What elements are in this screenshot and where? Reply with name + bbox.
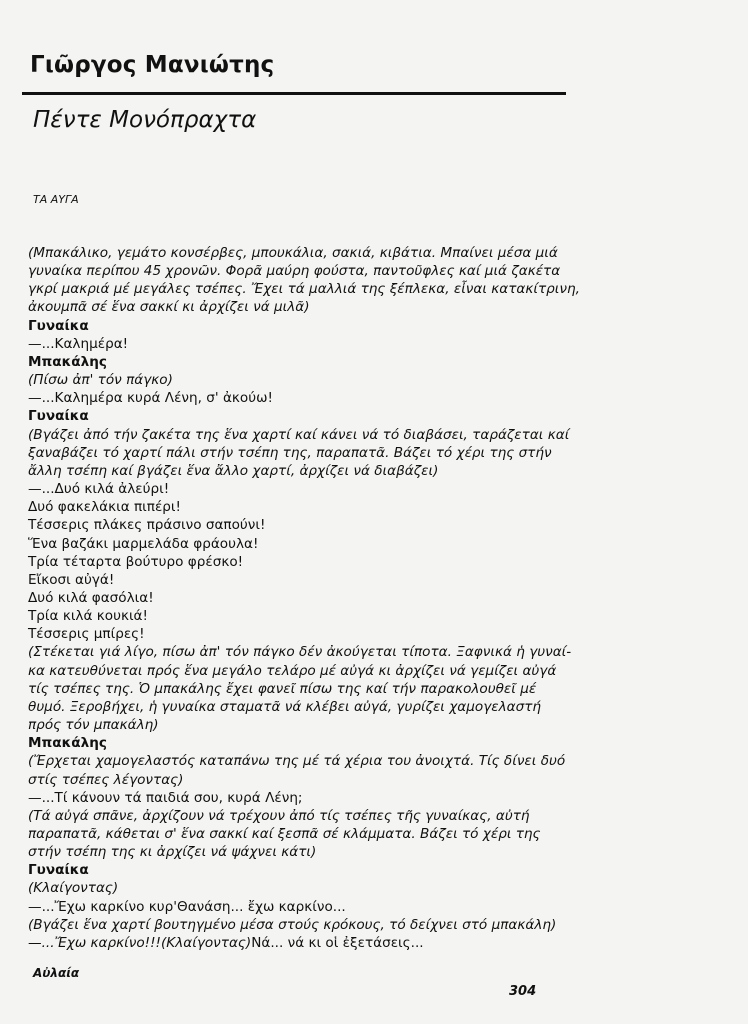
- stage-direction: (Ἔρχεται χαμογελαστός καταπάνω της μέ τά χέρια του ἀνοιχτά. Τίς δίνει δυό: [28, 753, 566, 770]
- stage-direction: (Βγάζει ἀπό τήν ζακέτα της ἕνα χαρτί καί κάνει νά τό διαβάσει, ταράζεται καί: [28, 426, 570, 443]
- dialogue-line: Τρία τέταρτα βούτυρο φρέσκο!: [28, 553, 244, 570]
- stage-direction: ἄλλη τσέπη καί βγάζει ἕνα ἄλλο χαρτί, ἀρχίζει νά διαβάζει): [28, 462, 439, 479]
- stage-direction: (Κλαίγοντας): [28, 880, 119, 897]
- section-title: ΤΑ ΑΥΓΑ: [33, 193, 79, 206]
- dialogue-line: Τρία κιλά κουκιά!: [28, 608, 148, 625]
- author-name: Γιῶργος Μανιώτης: [30, 52, 275, 78]
- stage-direction: πρός τόν μπακάλη): [28, 717, 159, 734]
- dialogue-line: —...Καλημέρα κυρά Λένη, σ' ἀκούω!: [28, 390, 273, 407]
- stage-direction: στίς τσέπες λέγοντας): [28, 771, 184, 788]
- page-number: 304: [509, 984, 537, 999]
- dialogue-line: —...Ἔχω καρκίνο κυρ'Θανάση... ἔχω καρκίνο...: [28, 898, 346, 915]
- stage-direction: (Πίσω ἀπ' τόν πάγκο): [28, 372, 173, 389]
- dialogue-text: Νά... νά κι οἱ ἐξετάσεις...: [251, 934, 424, 951]
- dialogue-line: Ἕνα βαζάκι μαρμελάδα φράουλα!: [28, 535, 259, 552]
- speaker-name: Γυναίκα: [28, 408, 89, 425]
- work-title: Πέντε Μονόπραχτα: [33, 107, 257, 133]
- dialogue-line: —...Τί κάνουν τά παιδιά σου, κυρά Λένη;: [28, 789, 303, 806]
- stage-direction: (Μπακάλικο, γεμάτο κονσέρβες, μπουκάλια, σακιά, κιβάτια. Μπαίνει μέσα μιά: [28, 245, 558, 261]
- speaker-name: Γυναίκα: [28, 317, 89, 334]
- dialogue-italic: —...Ἔχω καρκίνο!!!(Κλαίγοντας): [28, 934, 252, 951]
- dialogue-line: Εἴκοσι αὐγά!: [28, 571, 115, 588]
- dialogue-line: Τέσσερις μπίρες!: [28, 626, 145, 643]
- stage-direction: κα κατευθύνεται πρός ἕνα μεγάλο τελάρο μέ αὐγά κι ἀρχίζει νά γεμίζει αὐγά: [28, 662, 557, 679]
- stage-direction: (Στέκεται γιά λίγο, πίσω ἀπ' τόν πάγκο δέν ἀκούγεται τίποτα. Ξαφνικά ἡ γυναί-: [28, 644, 572, 661]
- speaker-name: Μπακάλης: [28, 735, 107, 752]
- stage-direction: τίς τσέπες της. Ὁ μπακάλης ἔχει φανεῖ πίσω της καί τήν παρακολουθεῖ μέ: [28, 680, 537, 697]
- stage-direction: θυμό. Ξεροβήχει, ἡ γυναίκα σταματᾶ νά κλέβει αὐγά, γυρίζει χαμογελαστή: [28, 698, 542, 715]
- stage-direction: ἀκουμπᾶ σέ ἕνα σακκί κι ἀρχίζει νά μιλᾶ): [28, 299, 310, 316]
- dialogue-line: Δυό φακελάκια πιπέρι!: [28, 499, 181, 516]
- stage-direction: γυναίκα περίπου 45 χρονῶν. Φορᾶ μαύρη φούστα, παντοῦφλες καί μιά ζακέτα: [28, 263, 561, 280]
- dialogue-line: Δυό κιλά φασόλια!: [28, 589, 154, 606]
- speaker-name: Μπακάλης: [28, 353, 107, 370]
- dialogue-line: —...Δυό κιλά ἀλεύρι!: [28, 481, 170, 498]
- title-rule: [22, 92, 566, 95]
- play-text: [28, 244, 618, 952]
- stage-direction: παραπατᾶ, κάθεται σ' ἕνα σακκί καί ξεσπᾶ σέ κλάμματα. Βάζει τό χέρι της: [28, 826, 541, 842]
- stage-direction: (Βγάζει ἕνα χαρτί βουτηγμένο μέσα στούς κρόκους, τό δείχνει στό μπακάλη): [28, 916, 557, 933]
- speaker-name: Γυναίκα: [28, 862, 89, 879]
- dialogue-line: —...Καλημέρα!: [28, 335, 129, 352]
- dialogue-line: Τέσσερις πλάκες πράσινο σαπούνι!: [28, 517, 266, 534]
- stage-direction: στήν τσέπη της κι ἀρχίζει νά ψάχνει κάτι): [28, 844, 317, 861]
- stage-direction: ξαναβάζει τό χαρτί πάλι στήν τσέπη της, παραπατᾶ. Βάζει τό χέρι της στήν: [28, 444, 552, 461]
- journal-name: Αὐλαία: [33, 966, 80, 980]
- stage-direction: γκρί μακριά μέ μεγάλες τσέπες. Ἔχει τά μαλλιά της ξέπλεκα, εἶναι κατακίτρινη,: [28, 281, 580, 298]
- text-line: [28, 934, 618, 952]
- stage-direction: (Τά αὐγά σπᾶνε, ἀρχίζουν νά τρέχουν ἀπό τίς τσέπες τῆς γυναίκας, αὐτή: [28, 807, 530, 824]
